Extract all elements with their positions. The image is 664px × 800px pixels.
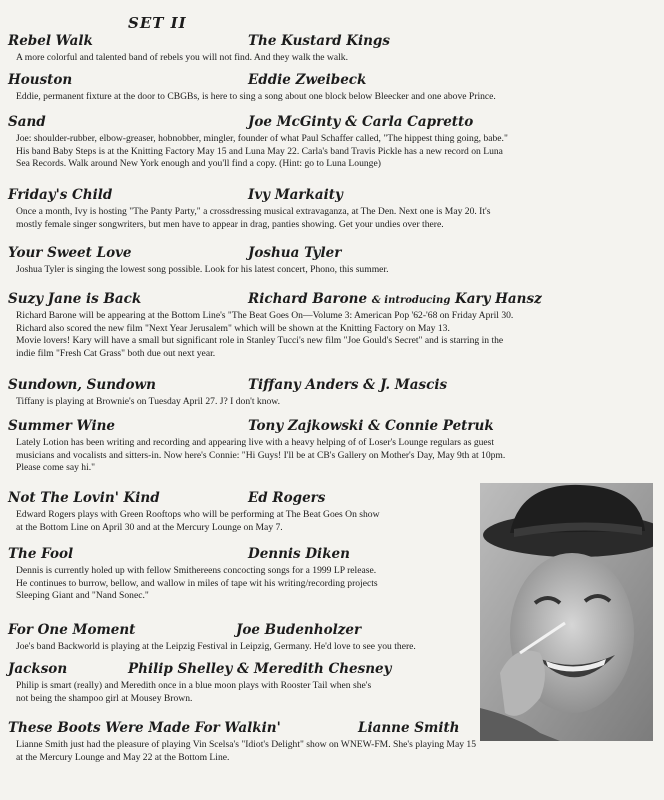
song-title: Suzy Jane is Back	[8, 291, 142, 307]
setlist-entry	[8, 187, 658, 231]
description-line: Richard also scored the new film "Next Year Jerusalem" which will be shown at the Knitting Factory on May 13.	[16, 322, 450, 334]
description-line: His band Baby Steps is at the Knitting Factory May 15 and Luna May 22. Carla's band Travis Pickle has a new record on Luna	[16, 145, 503, 157]
artist-name: Dennis Diken	[248, 546, 350, 562]
entry-description	[16, 264, 658, 277]
description-line: Joe's band Backworld is playing at the Leipzig Festival in Leipzig, Germany. He'd love to see you there.	[16, 641, 416, 652]
song-title: Jackson	[8, 661, 68, 677]
performer-photo-art	[480, 483, 653, 741]
entry-description	[16, 52, 658, 65]
description-line: musicians and vocalists and sitters-in. Now here's Connie: "Hi Guys! I'll be at CB's Gallery on Mother's Day, May 9th at 10pm.	[16, 449, 506, 461]
description-line: not being the shampoo girl at Mousey Brown.	[16, 692, 193, 704]
artist-name: Joe McGinty & Carla Capretto	[248, 114, 474, 130]
artist-name: Ed Rogers	[248, 490, 326, 506]
artist-primary: Richard Barone	[248, 291, 368, 307]
description-line: Movie lovers! Kary will have a small but significant role in Stanley Tucci's new film "Joe Gould's Secret" and is starring in the	[16, 335, 504, 346]
description-line: Lately Lotion has been writing and recording and appearing live with a heavy helping of of Loser's Lounge regulars as guest	[16, 437, 495, 448]
artist-name: Ivy Markaity	[248, 187, 343, 203]
song-title: Houston	[8, 72, 73, 88]
description-line: Sea Records. Walk around New York enough and you'll find a copy. (Hint: go to Luna Lounge)	[16, 158, 381, 169]
setlist-entry	[8, 245, 658, 277]
description-line: Please come say hi."	[16, 462, 96, 473]
artist-name: Tiffany Anders & J. Mascis	[248, 377, 448, 393]
entry-description	[16, 206, 658, 231]
artist-name: Tony Zajkowski & Connie Petruk	[248, 418, 494, 434]
song-title: Sundown, Sundown	[8, 377, 156, 393]
song-title: For One Moment	[8, 622, 136, 638]
description-line: Once a month, Ivy is hosting "The Panty Party," a crossdressing musical extravaganza, at The Den. Next one is May 20. It's	[16, 206, 491, 217]
setlist-entry	[8, 377, 658, 409]
song-title: Your Sweet Love	[8, 245, 132, 261]
entry-description	[16, 310, 658, 360]
setlist-entry	[8, 114, 658, 171]
song-title: Sand	[8, 114, 46, 130]
description-line: mostly female singer songwriters, but men have to appear in drag, panties showing. Get your undies over there.	[16, 218, 444, 230]
description-line: Eddie, permanent fixture at the door to CBGBs, is here to sing a song about one block below Bleecker and one above Prince.	[16, 91, 496, 102]
artist-name: Philip Shelley & Meredith Chesney	[128, 661, 392, 677]
set-title: SET II	[128, 14, 187, 32]
description-line: at the Bottom Line on April 30 and at the Mercury Lounge on May 7.	[16, 521, 283, 533]
entry-description	[16, 91, 658, 104]
song-title: Not The Lovin' Kind	[8, 490, 160, 506]
song-title: The Fool	[8, 546, 74, 562]
description-line: Lianne Smith just had the pleasure of playing Vin Scelsa's "Idiot's Delight" show on WNEW-FM. She's playing May 15	[16, 739, 477, 750]
entry-description	[16, 396, 658, 409]
setlist-entry	[8, 33, 658, 65]
artist-name	[248, 291, 542, 307]
performer-photo	[480, 483, 653, 741]
entry-description	[16, 133, 658, 171]
song-title: Summer Wine	[8, 418, 115, 434]
description-line: Edward Rogers plays with Green Rooftops who will be performing at The Beat Goes On show	[16, 509, 380, 520]
setlist-entry	[8, 291, 658, 360]
artist-name: The Kustard Kings	[248, 33, 390, 49]
artist-name: Joshua Tyler	[248, 245, 342, 261]
description-line: indie film "Fresh Cat Grass" both due out next year.	[16, 347, 216, 359]
artist-connector: & introducing	[371, 295, 451, 306]
description-line: Joe: shoulder-rubber, elbow-greaser, hobnobber, mingler, founder of what Paul Schaffer called, "The hippest thing going, babe."	[16, 133, 508, 144]
description-line: Philip is smart (really) and Meredith once in a blue moon plays with Rooster Tail when she's	[16, 680, 372, 691]
song-title: Rebel Walk	[8, 33, 93, 49]
description-line: Sleeping Giant and "Nand Sonec."	[16, 590, 149, 601]
description-line: A more colorful and talented band of rebels you will not find. And they walk the walk.	[16, 52, 348, 63]
artist-name: Joe Budenholzer	[236, 622, 362, 638]
artist-name: Eddie Zweibeck	[248, 72, 367, 88]
description-line: Tiffany is playing at Brownie's on Tuesday April 27. J? I don't know.	[16, 396, 281, 407]
description-line: Dennis is currently holed up with fellow Smithereens concocting songs for a 1999 LP release.	[16, 565, 377, 576]
artist-secondary: Kary Hansz	[455, 291, 542, 307]
song-title: Friday's Child	[8, 187, 113, 203]
song-title: These Boots Were Made For Walkin'	[8, 720, 281, 736]
entry-description	[16, 739, 658, 764]
setlist-entry	[8, 418, 658, 475]
entry-description	[16, 437, 658, 475]
description-line: He continues to burrow, bellow, and wallow in miles of tape wit his writing/recording projects	[16, 577, 378, 589]
artist-name: Lianne Smith	[358, 720, 460, 736]
description-line: at the Mercury Lounge and May 22 at the Bottom Line.	[16, 751, 230, 763]
description-line: Joshua Tyler is singing the lowest song possible. Look for his latest concert, Phono, this summer.	[16, 264, 389, 275]
description-line: Richard Barone will be appearing at the Bottom Line's "The Beat Goes On—Volume 3: American Pop '62-'68 on Friday April 30.	[16, 310, 514, 321]
setlist-entry	[8, 72, 658, 104]
